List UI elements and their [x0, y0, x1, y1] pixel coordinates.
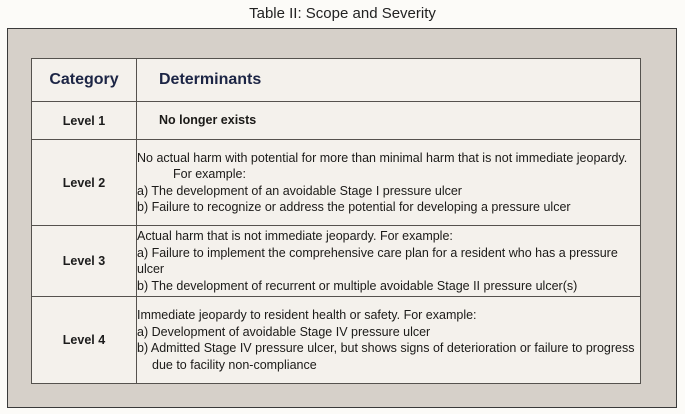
determinant-item: a) Development of avoidable Stage IV pressure ulcer [137, 324, 431, 339]
determinant-item-continuation: due to facility non-compliance [152, 357, 317, 372]
determinant-cell [137, 140, 641, 226]
determinant-item: b) Admitted Stage IV pressure ulcer, but shows signs of deterioration or failure to progress [137, 341, 635, 355]
level-cell: Level 1 [32, 102, 137, 140]
level-cell: Level 2 [32, 140, 137, 226]
table-row [32, 226, 641, 297]
determinant-cell [137, 297, 641, 384]
header-row [32, 59, 641, 102]
category-header: Category [32, 59, 137, 102]
table-row [32, 140, 641, 226]
determinant-item: b) Failure to recognize or address the potential for developing a pressure ulcer [137, 200, 571, 214]
determinant-item: b) The development of recurrent or multiple avoidable Stage II pressure ulcer(s) [137, 278, 578, 293]
determinant-text: Immediate jeopardy to resident health or safety. For example: [137, 308, 477, 322]
scope-severity-table [31, 58, 641, 384]
determinant-cell [137, 226, 641, 297]
determinants-header: Determinants [137, 59, 641, 102]
determinant-item: a) The development of an avoidable Stage I pressure ulcer [137, 183, 462, 198]
determinant-text: No longer exists [159, 113, 257, 128]
determinant-text: For example: [173, 167, 246, 181]
level-cell: Level 3 [32, 226, 137, 297]
determinant-text: No actual harm with potential for more than minimal harm that is not immediate jeopardy. [137, 150, 628, 165]
determinant-item: a) Failure to implement the comprehensive care plan for a resident who has a pressure ulcer [137, 245, 618, 276]
table-row [32, 102, 641, 140]
table-title: Table II: Scope and Severity [249, 5, 436, 22]
level-cell: Level 4 [32, 297, 137, 384]
determinant-cell [137, 102, 641, 140]
determinant-text: Actual harm that is not immediate jeopardy. For example: [137, 229, 453, 243]
table-row [32, 297, 641, 384]
